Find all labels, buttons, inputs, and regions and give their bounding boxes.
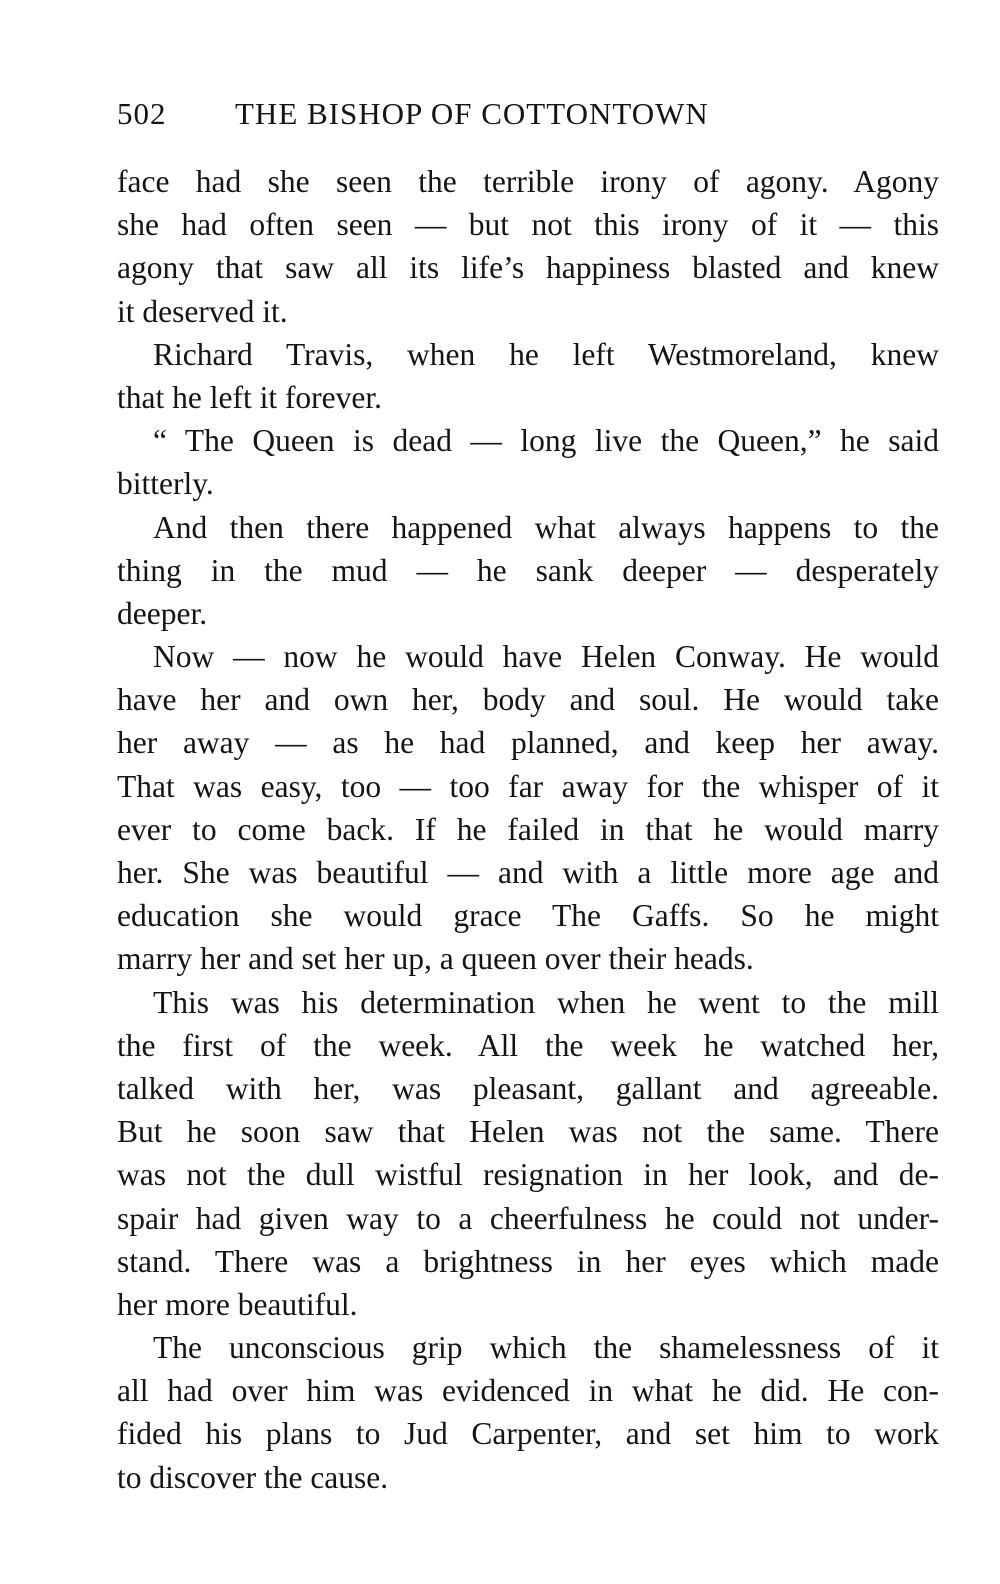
text-line: her more beautiful. xyxy=(117,1286,358,1322)
text-line: all had over him was evidenced in what he did. He con- xyxy=(117,1373,939,1409)
text-line: her. She was beautiful — and with a little more age and xyxy=(117,855,939,890)
text-line: Now — now he would have Helen Conway. He would xyxy=(153,639,939,675)
text-line: to discover the cause. xyxy=(117,1459,389,1495)
running-head xyxy=(117,96,937,140)
text-line: she had often seen — but not this irony of it — this xyxy=(117,207,939,243)
text-line: talked with her, was pleasant, gallant and agreeable. xyxy=(117,1070,939,1106)
text-line: “ The Queen is dead — long live the Queen,” he said xyxy=(153,423,939,459)
text-line: the first of the week. All the week he watched her, xyxy=(117,1027,939,1063)
paragraph xyxy=(117,160,939,333)
text-line: her away — as he had planned, and keep her away. xyxy=(117,725,939,761)
text-line: it deserved it. xyxy=(117,293,288,329)
paragraph xyxy=(117,419,939,505)
text-line: Richard Travis, when he left Westmoreland, knew xyxy=(153,336,939,372)
text-line: face had she seen the terrible irony of agony. Agony xyxy=(117,164,939,199)
paragraph xyxy=(117,506,939,636)
text-line: That was easy, too — too far away for the whisper of it xyxy=(117,768,939,804)
text-line: This was his determination when he went to the mill xyxy=(153,984,939,1020)
text-line: have her and own her, body and soul. He would take xyxy=(117,682,939,718)
text-line: And then there happened what always happens to the xyxy=(153,509,939,545)
paragraph xyxy=(117,981,939,1327)
text-line: that he left it forever. xyxy=(117,379,383,415)
text-line: stand. There was a brightness in her eyes which made xyxy=(117,1243,939,1279)
text-line: fided his plans to Jud Carpenter, and set him to work xyxy=(117,1416,939,1452)
text-line: was not the dull wistful resignation in her look, and de- xyxy=(117,1157,939,1193)
text-line: deeper. xyxy=(117,595,208,631)
book-title: THE BISHOP OF COTTONTOWN xyxy=(235,96,709,131)
text-line: spair had given way to a cheerfulness he could not under- xyxy=(117,1200,939,1236)
body-text xyxy=(117,160,939,1499)
text-line: education she would grace The Gaffs. So he might xyxy=(117,898,939,934)
text-line: bitterly. xyxy=(117,466,214,502)
paragraph xyxy=(117,333,939,419)
text-line: The unconscious grip which the shamelessness of it xyxy=(153,1330,939,1366)
text-line: thing in the mud — he sank deeper — desperately xyxy=(117,552,939,588)
text-line: agony that saw all its life’s happiness blasted and knew xyxy=(117,250,939,286)
text-line: marry her and set her up, a queen over their heads. xyxy=(117,941,754,977)
text-line: ever to come back. If he failed in that he would marry xyxy=(117,811,939,847)
paragraph xyxy=(117,635,939,981)
text-line: But he soon saw that Helen was not the same. There xyxy=(117,1114,939,1150)
paragraph xyxy=(117,1326,939,1499)
page-number: 502 xyxy=(117,96,167,131)
